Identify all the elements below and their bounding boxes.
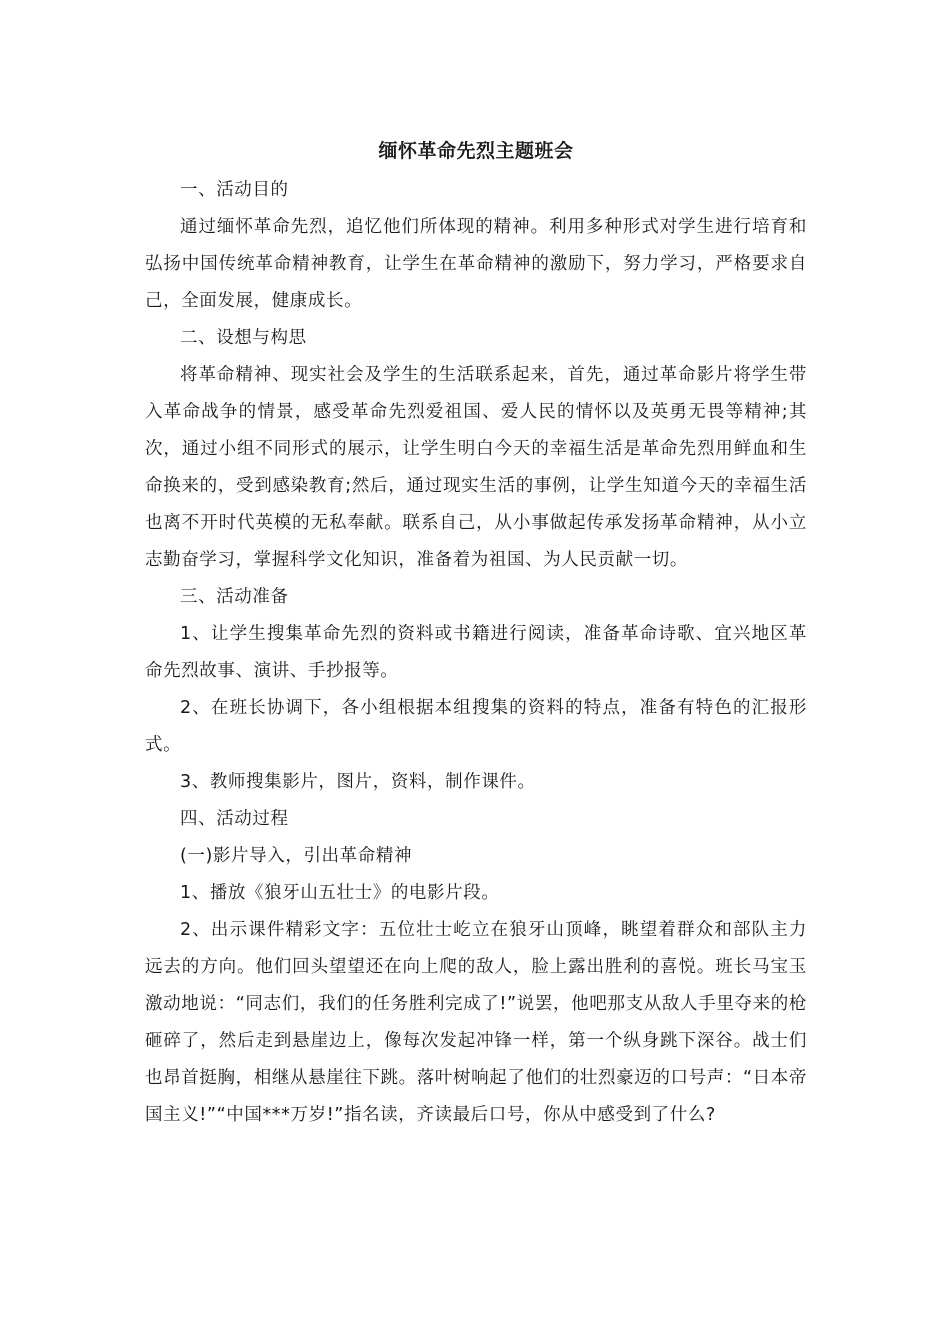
paragraph-preparation-3: 3、教师搜集影片，图片，资料，制作课件。 — [180, 772, 536, 792]
heading-ideas-and-concept: 二、设想与构思 — [180, 328, 307, 348]
heading-activity-purpose: 一、活动目的 — [180, 180, 289, 200]
paragraph-process-1: 1、播放《狼牙山五壮士》的电影片段。 — [180, 883, 500, 903]
document-title: 缅怀革命先烈主题班会 — [378, 140, 574, 162]
paragraph-preparation-2: 2、在班长协调下，各小组根据本组搜集的资料的特点，准备有特色的汇报形式。 — [145, 698, 807, 755]
heading-activity-process: 四、活动过程 — [180, 809, 289, 829]
heading-activity-preparation: 三、活动准备 — [180, 587, 289, 607]
subheading-film-intro: (一)影片导入，引出革命精神 — [180, 846, 413, 866]
paragraph-process-2: 2、出示课件精彩文字：五位壮士屹立在狼牙山顶峰，眺望着群众和部队主力远去的方向。他们回头望望还在向上爬的敌人，脸上露出胜利的喜悦。班长马宝玉激动地说：“同志们，我们的任务胜利完成了!”说罢，他吧那支从敌人手里夺来的枪砸碎了，然后走到悬崖边上，像每次发起冲锋一样，第一个纵身跳下深谷。战士们也昂首挺胸，相继从悬崖往下跳。落叶树响起了他们的壮烈豪迈的口号声：“日本帝国主义!”“中国***万岁!”指名读，齐读最后口号，你从中感受到了什么? — [145, 920, 807, 1125]
paragraph-ideas-and-concept: 将革命精神、现实社会及学生的生活联系起来，首先，通过革命影片将学生带入革命战争的情景，感受革命先烈爱祖国、爱人民的情怀以及英勇无畏等精神;其次，通过小组不同形式的展示，让学生明白今天的幸福生活是革命先烈用鲜血和生命换来的，受到感染教育;然后，通过现实生活的事例，让学生知道今天的幸福生活也离不开时代英模的无私奉献。联系自己，从小事做起传承发扬革命精神，从小立志勤奋学习，掌握科学文化知识，准备着为祖国、为人民贡献一切。 — [145, 365, 807, 570]
paragraph-activity-purpose: 通过缅怀革命先烈，追忆他们所体现的精神。利用多种形式对学生进行培育和弘扬中国传统革命精神教育，让学生在革命精神的激励下，努力学习，严格要求自己，全面发展，健康成长。 — [145, 217, 807, 311]
paragraph-preparation-1: 1、让学生搜集革命先烈的资料或书籍进行阅读，准备革命诗歌、宜兴地区革命先烈故事、演讲、手抄报等。 — [145, 624, 807, 681]
document-page — [145, 0, 807, 1344]
document-body — [145, 172, 807, 1134]
